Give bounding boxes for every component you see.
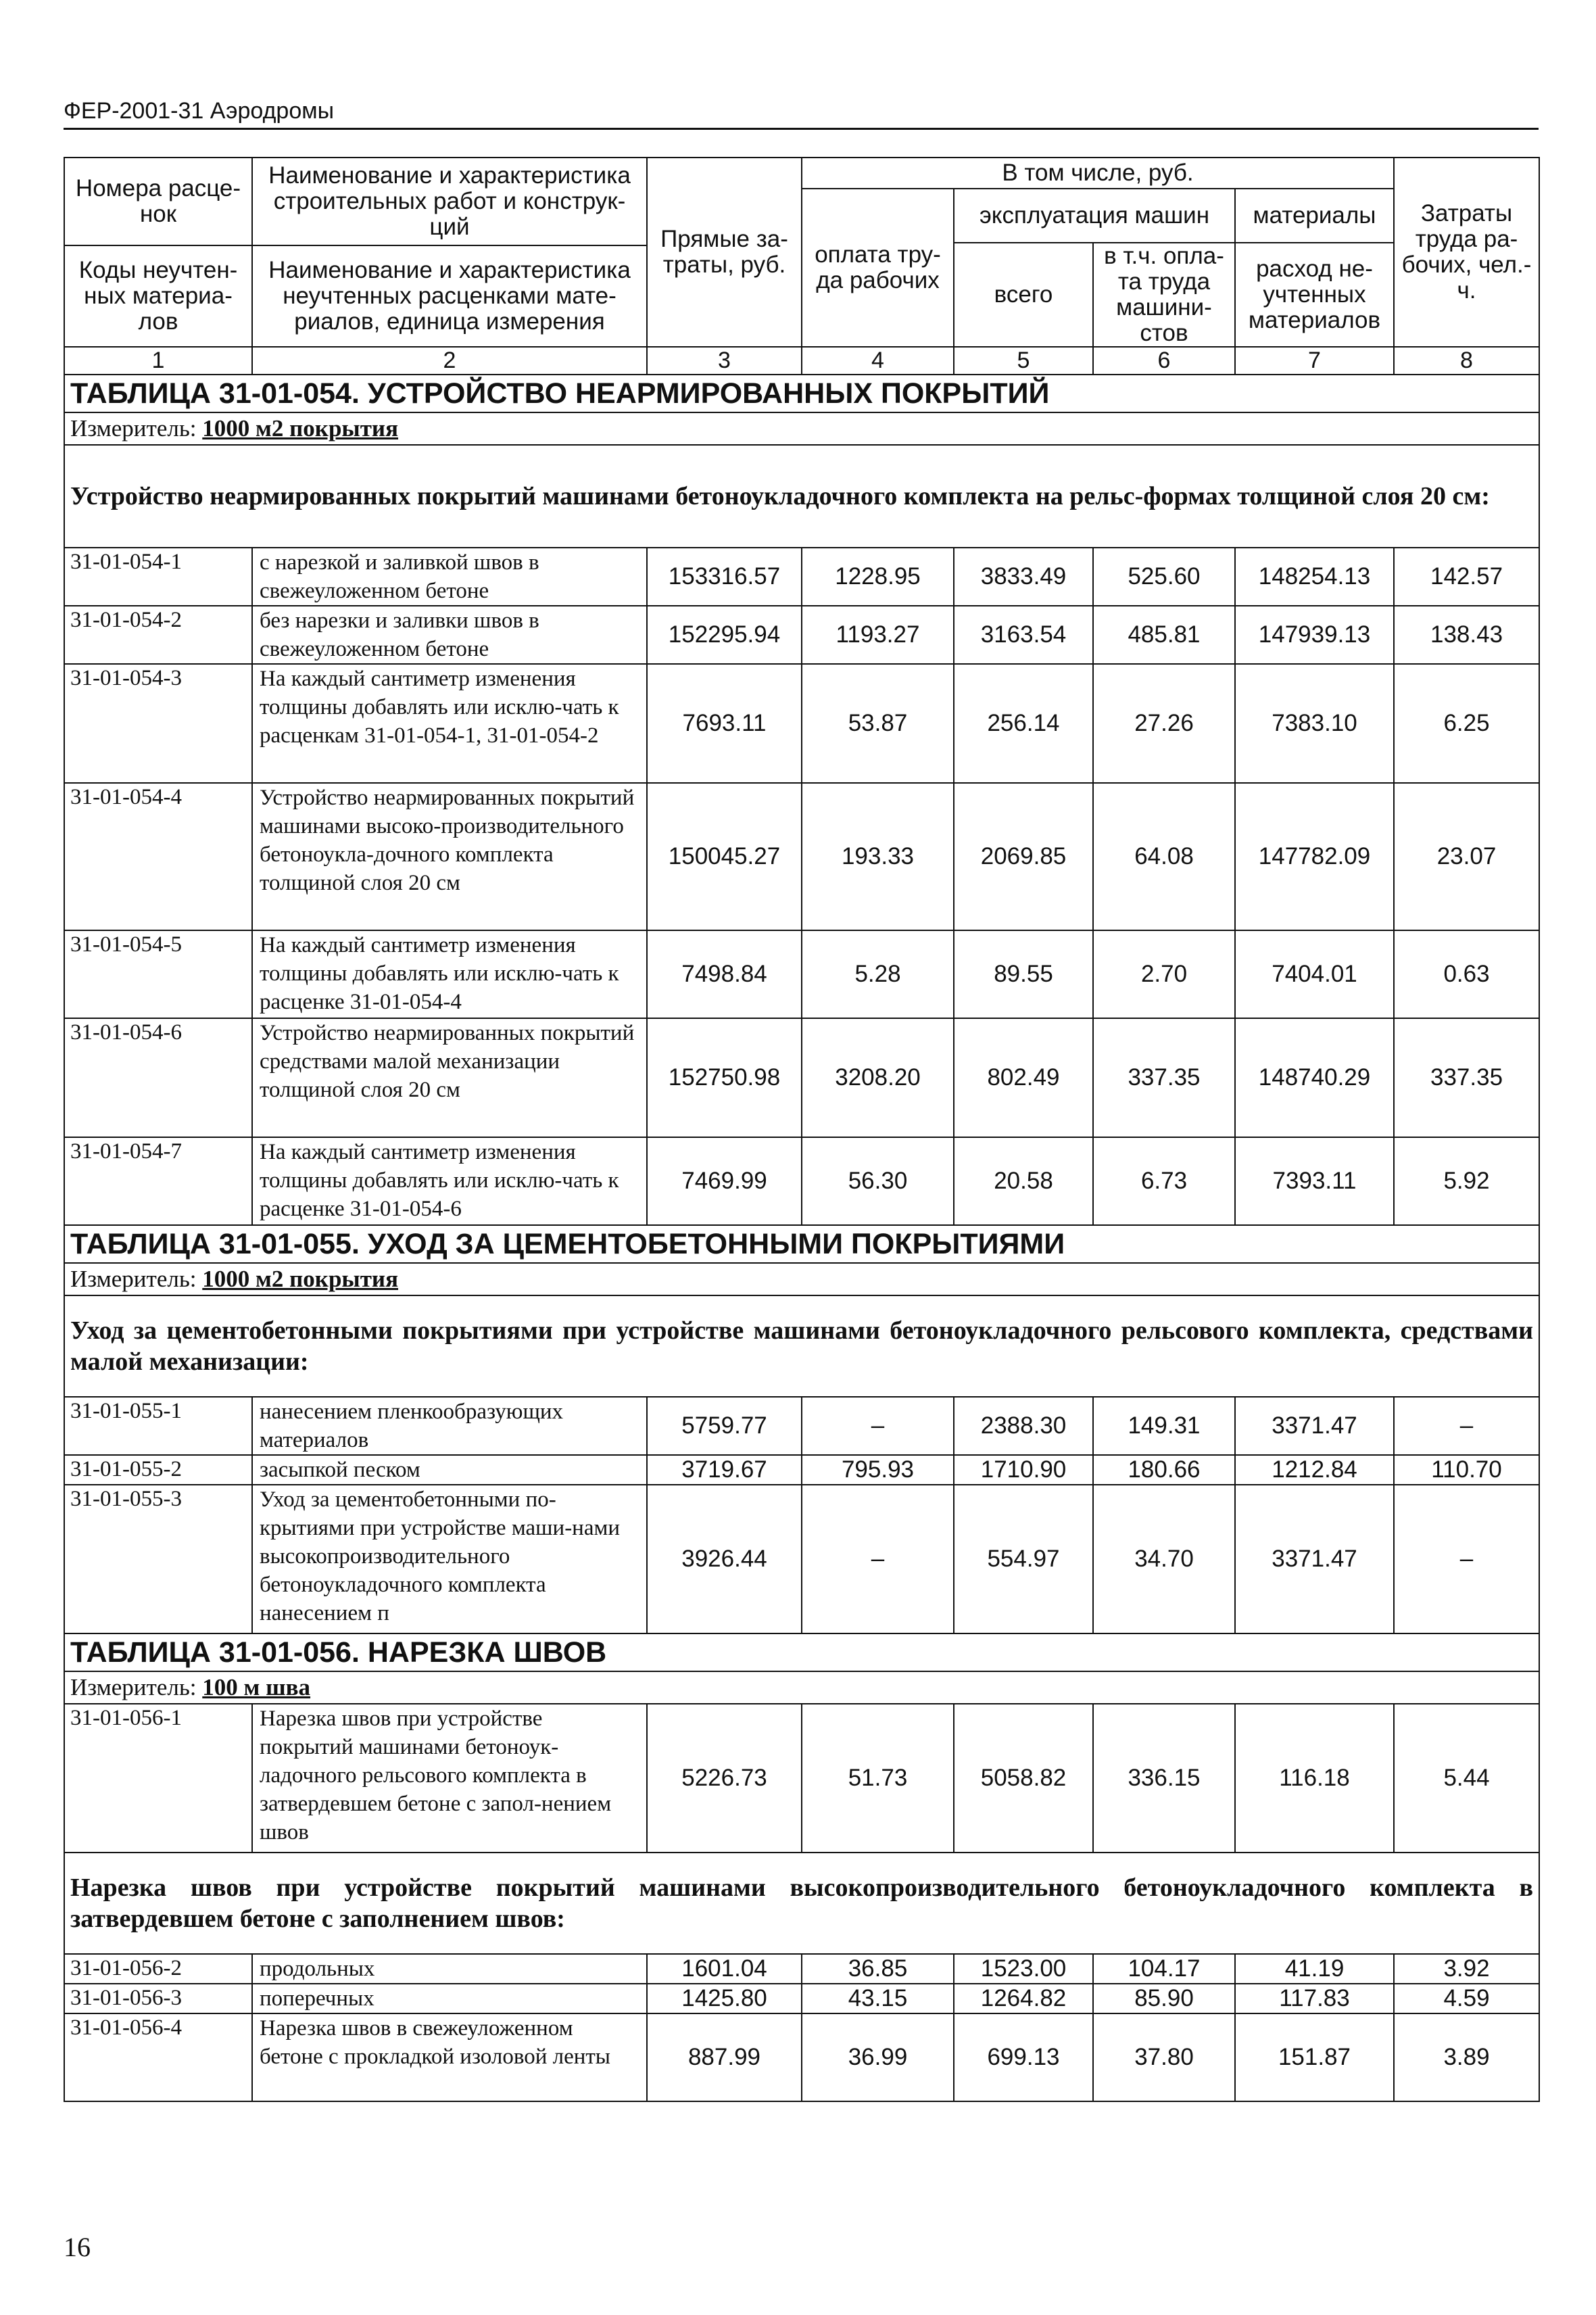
labor-pay-value: 43.15 — [802, 1984, 954, 2013]
direct-costs-value: 1601.04 — [647, 1954, 802, 1984]
subheading-row — [64, 1295, 1539, 1397]
materials-value: 1212.84 — [1235, 1455, 1394, 1485]
work-name: засыпкой песком — [252, 1455, 647, 1485]
labor-pay-value: – — [802, 1485, 954, 1633]
column-number: 6 — [1093, 347, 1235, 375]
group-subheading: Устройство неармированных покрытий машинами бетоноукладочного комплекта на рельс-формах толщиной слоя 20 см: — [64, 445, 1539, 548]
column-number: 8 — [1394, 347, 1539, 375]
machines-total-value: 89.55 — [954, 930, 1093, 1018]
direct-costs-value: 7693.11 — [647, 664, 802, 783]
table-row — [64, 1485, 1539, 1633]
labor-hours-value: – — [1394, 1485, 1539, 1633]
work-name: продольных — [252, 1954, 647, 1984]
machines-labor-value: 37.80 — [1093, 2013, 1235, 2101]
subheading-row — [64, 445, 1539, 548]
rate-code: 31-01-054-3 — [64, 664, 252, 783]
rate-code: 31-01-055-3 — [64, 1485, 252, 1633]
direct-costs-value: 152295.94 — [647, 606, 802, 664]
labor-pay-value: 53.87 — [802, 664, 954, 783]
labor-pay-value: 5.28 — [802, 930, 954, 1018]
work-name: Нарезка швов при устройстве покрытий машинами бетоноук-ладочного рельсового комплекта в затвердевшем бетоне с запол-нением швов — [252, 1704, 647, 1853]
header-materials: материалы — [1235, 189, 1394, 243]
materials-value: 147939.13 — [1235, 606, 1394, 664]
machines-total-value: 802.49 — [954, 1018, 1093, 1137]
labor-hours-value: 110.70 — [1394, 1455, 1539, 1485]
materials-value: 117.83 — [1235, 1984, 1394, 2013]
table-row — [64, 606, 1539, 664]
labor-hours-value: 0.63 — [1394, 930, 1539, 1018]
machines-total-value: 699.13 — [954, 2013, 1093, 2101]
materials-value: 3371.47 — [1235, 1397, 1394, 1455]
machines-total-value: 20.58 — [954, 1137, 1093, 1225]
machines-labor-value: 2.70 — [1093, 930, 1235, 1018]
direct-costs-value: 7498.84 — [647, 930, 802, 1018]
machines-labor-value: 6.73 — [1093, 1137, 1235, 1225]
machines-labor-value: 104.17 — [1093, 1954, 1235, 1984]
table-row — [64, 1018, 1539, 1137]
machines-total-value: 554.97 — [954, 1485, 1093, 1633]
work-name: нанесением пленкообразующих материалов — [252, 1397, 647, 1455]
labor-hours-value: 5.44 — [1394, 1704, 1539, 1853]
section-title: ТАБЛИЦА 31-01-055. УХОД ЗА ЦЕМЕНТОБЕТОННЫМИ ПОКРЫТИЯМИ — [64, 1225, 1539, 1263]
column-number: 1 — [64, 347, 252, 375]
meter-label: Измеритель: — [70, 1674, 197, 1700]
direct-costs-value: 887.99 — [647, 2013, 802, 2101]
rate-code: 31-01-056-4 — [64, 2013, 252, 2101]
machines-total-value: 1523.00 — [954, 1954, 1093, 1984]
section-meter-row — [64, 1671, 1539, 1704]
machines-labor-value: 180.66 — [1093, 1455, 1235, 1485]
labor-hours-value: 4.59 — [1394, 1984, 1539, 2013]
labor-pay-value: 1228.95 — [802, 548, 954, 606]
machines-total-value: 2388.30 — [954, 1397, 1093, 1455]
machines-total-value: 256.14 — [954, 664, 1093, 783]
table-row — [64, 783, 1539, 930]
meter-value: 1000 м2 покрытия — [202, 415, 399, 441]
rate-code: 31-01-054-4 — [64, 783, 252, 930]
header-machines-labor: в т.ч. опла-та труда машини-стов — [1093, 243, 1235, 347]
table-row — [64, 1954, 1539, 1984]
work-name: На каждый сантиметр изменения толщины добавлять или исклю-чать к расценке 31-01-054-6 — [252, 1137, 647, 1225]
direct-costs-value: 152750.98 — [647, 1018, 802, 1137]
column-number: 7 — [1235, 347, 1394, 375]
labor-hours-value: 138.43 — [1394, 606, 1539, 664]
section-meter — [64, 1263, 1539, 1295]
labor-hours-value: 23.07 — [1394, 783, 1539, 930]
column-numbers-row — [64, 347, 1539, 375]
machines-total-value: 5058.82 — [954, 1704, 1093, 1853]
header-name-works: Наименование и характеристика строительных работ и конструк-ций — [252, 158, 647, 245]
rate-code: 31-01-054-2 — [64, 606, 252, 664]
machines-labor-value: 525.60 — [1093, 548, 1235, 606]
section-meter-row — [64, 412, 1539, 445]
materials-value: 147782.09 — [1235, 783, 1394, 930]
meter-label: Измеритель: — [70, 415, 197, 441]
table-row — [64, 664, 1539, 783]
machines-total-value: 1710.90 — [954, 1455, 1093, 1485]
labor-pay-value: 3208.20 — [802, 1018, 954, 1137]
work-name: с нарезкой и заливкой швов в свежеуложенном бетоне — [252, 548, 647, 606]
labor-hours-value: 6.25 — [1394, 664, 1539, 783]
column-number: 2 — [252, 347, 647, 375]
machines-labor-value: 85.90 — [1093, 1984, 1235, 2013]
direct-costs-value: 3926.44 — [647, 1485, 802, 1633]
direct-costs-value: 150045.27 — [647, 783, 802, 930]
machines-labor-value: 64.08 — [1093, 783, 1235, 930]
rate-code: 31-01-054-7 — [64, 1137, 252, 1225]
materials-value: 3371.47 — [1235, 1485, 1394, 1633]
materials-value: 148254.13 — [1235, 548, 1394, 606]
header-machines: эксплуатация машин — [954, 189, 1235, 243]
labor-pay-value: – — [802, 1397, 954, 1455]
section-title-row — [64, 1225, 1539, 1263]
materials-value: 7393.11 — [1235, 1137, 1394, 1225]
work-name: без нарезки и заливки швов в свежеуложенном бетоне — [252, 606, 647, 664]
column-number: 5 — [954, 347, 1093, 375]
direct-costs-value: 5226.73 — [647, 1704, 802, 1853]
machines-labor-value: 485.81 — [1093, 606, 1235, 664]
table-row — [64, 1984, 1539, 2013]
machines-total-value: 2069.85 — [954, 783, 1093, 930]
column-number: 3 — [647, 347, 802, 375]
page-header — [64, 95, 1539, 130]
rate-code: 31-01-055-2 — [64, 1455, 252, 1485]
machines-labor-value: 27.26 — [1093, 664, 1235, 783]
meter-value: 100 м шва — [202, 1674, 311, 1700]
rates-table-body — [64, 158, 1539, 2101]
header-labor-costs: Затраты труда ра-бочих, чел.-ч. — [1394, 158, 1539, 347]
header-materials-unaccounted: расход не-учтенных материалов — [1235, 243, 1394, 347]
labor-pay-value: 193.33 — [802, 783, 954, 930]
machines-total-value: 3163.54 — [954, 606, 1093, 664]
rate-code: 31-01-056-3 — [64, 1984, 252, 2013]
meter-label: Измеритель: — [70, 1266, 197, 1292]
header-codes-materials: Коды неучтен-ных материа-лов — [64, 245, 252, 347]
materials-value: 7404.01 — [1235, 930, 1394, 1018]
rate-code: 31-01-054-1 — [64, 548, 252, 606]
labor-hours-value: 3.92 — [1394, 1954, 1539, 1984]
materials-value: 151.87 — [1235, 2013, 1394, 2101]
rate-code: 31-01-054-5 — [64, 930, 252, 1018]
work-name: Устройство неармированных покрытий машинами высоко-производительного бетоноукла-дочного комплекта толщиной слоя 20 см — [252, 783, 647, 930]
page-header-title: ФЕР-2001-31 Аэродромы — [64, 98, 335, 124]
materials-value: 7383.10 — [1235, 664, 1394, 783]
machines-total-value: 3833.49 — [954, 548, 1093, 606]
labor-pay-value: 795.93 — [802, 1455, 954, 1485]
labor-hours-value: 142.57 — [1394, 548, 1539, 606]
header-row-1 — [64, 158, 1539, 189]
labor-hours-value: 5.92 — [1394, 1137, 1539, 1225]
work-name: Нарезка швов в свежеуложенном бетоне с прокладкой изоловой ленты — [252, 2013, 647, 2101]
table-row — [64, 1455, 1539, 1485]
meter-value: 1000 м2 покрытия — [202, 1266, 399, 1292]
table-row — [64, 1137, 1539, 1225]
labor-pay-value: 56.30 — [802, 1137, 954, 1225]
rate-code: 31-01-054-6 — [64, 1018, 252, 1137]
group-subheading: Нарезка швов при устройстве покрытий машинами высокопроизводительного бетоноукладочного комплекта в затвердевшем бетоне с заполнением швов: — [64, 1853, 1539, 1954]
section-title: ТАБЛИЦА 31-01-056. НАРЕЗКА ШВОВ — [64, 1633, 1539, 1671]
work-name: На каждый сантиметр изменения толщины добавлять или исклю-чать к расценкам 31-01-054-1, 31-01-054-2 — [252, 664, 647, 783]
labor-pay-value: 36.99 — [802, 2013, 954, 2101]
rate-code: 31-01-055-1 — [64, 1397, 252, 1455]
section-meter-row — [64, 1263, 1539, 1295]
labor-pay-value: 36.85 — [802, 1954, 954, 1984]
materials-value: 41.19 — [1235, 1954, 1394, 1984]
work-name: Устройство неармированных покрытий средствами малой механизации толщиной слоя 20 см — [252, 1018, 647, 1137]
rates-table — [64, 157, 1540, 2102]
section-meter — [64, 412, 1539, 445]
work-name: поперечных — [252, 1984, 647, 2013]
header-codes-rates: Номера расце-нок — [64, 158, 252, 245]
direct-costs-value: 1425.80 — [647, 1984, 802, 2013]
header-labor-pay: оплата тру-да рабочих — [802, 189, 954, 347]
machines-labor-value: 336.15 — [1093, 1704, 1235, 1853]
section-title: ТАБЛИЦА 31-01-054. УСТРОЙСТВО НЕАРМИРОВАННЫХ ПОКРЫТИЙ — [64, 375, 1539, 412]
group-subheading: Уход за цементобетонными покрытиями при устройстве машинами бетоноукладочного рельсового комплекта, средствами малой механизации: — [64, 1295, 1539, 1397]
table-row — [64, 930, 1539, 1018]
subheading-row — [64, 1853, 1539, 1954]
section-title-row — [64, 375, 1539, 412]
labor-hours-value: 337.35 — [1394, 1018, 1539, 1137]
header-including: В том числе, руб. — [802, 158, 1394, 189]
table-row — [64, 1397, 1539, 1455]
direct-costs-value: 5759.77 — [647, 1397, 802, 1455]
machines-labor-value: 34.70 — [1093, 1485, 1235, 1633]
labor-hours-value: 3.89 — [1394, 2013, 1539, 2101]
header-machines-total: всего — [954, 243, 1093, 347]
direct-costs-value: 153316.57 — [647, 548, 802, 606]
rate-code: 31-01-056-2 — [64, 1954, 252, 1984]
section-title-row — [64, 1633, 1539, 1671]
header-name-materials: Наименование и характеристика неучтенных расценками мате-риалов, единица измерения — [252, 245, 647, 347]
work-name: На каждый сантиметр изменения толщины добавлять или исклю-чать к расценке 31-01-054-4 — [252, 930, 647, 1018]
table-row — [64, 1704, 1539, 1853]
labor-pay-value: 1193.27 — [802, 606, 954, 664]
machines-labor-value: 149.31 — [1093, 1397, 1235, 1455]
materials-value: 116.18 — [1235, 1704, 1394, 1853]
labor-pay-value: 51.73 — [802, 1704, 954, 1853]
rate-code: 31-01-056-1 — [64, 1704, 252, 1853]
section-meter — [64, 1671, 1539, 1704]
direct-costs-value: 7469.99 — [647, 1137, 802, 1225]
table-row — [64, 548, 1539, 606]
page-number: 16 — [64, 2232, 91, 2262]
work-name: Уход за цементобетонными по-крытиями при устройстве маши-нами высокопроизводительного бетоноукладочного комплекта нанесением п — [252, 1485, 647, 1633]
materials-value: 148740.29 — [1235, 1018, 1394, 1137]
machines-labor-value: 337.35 — [1093, 1018, 1235, 1137]
labor-hours-value: – — [1394, 1397, 1539, 1455]
table-row — [64, 2013, 1539, 2101]
header-direct-costs: Прямые за-траты, руб. — [647, 158, 802, 347]
column-number: 4 — [802, 347, 954, 375]
direct-costs-value: 3719.67 — [647, 1455, 802, 1485]
machines-total-value: 1264.82 — [954, 1984, 1093, 2013]
